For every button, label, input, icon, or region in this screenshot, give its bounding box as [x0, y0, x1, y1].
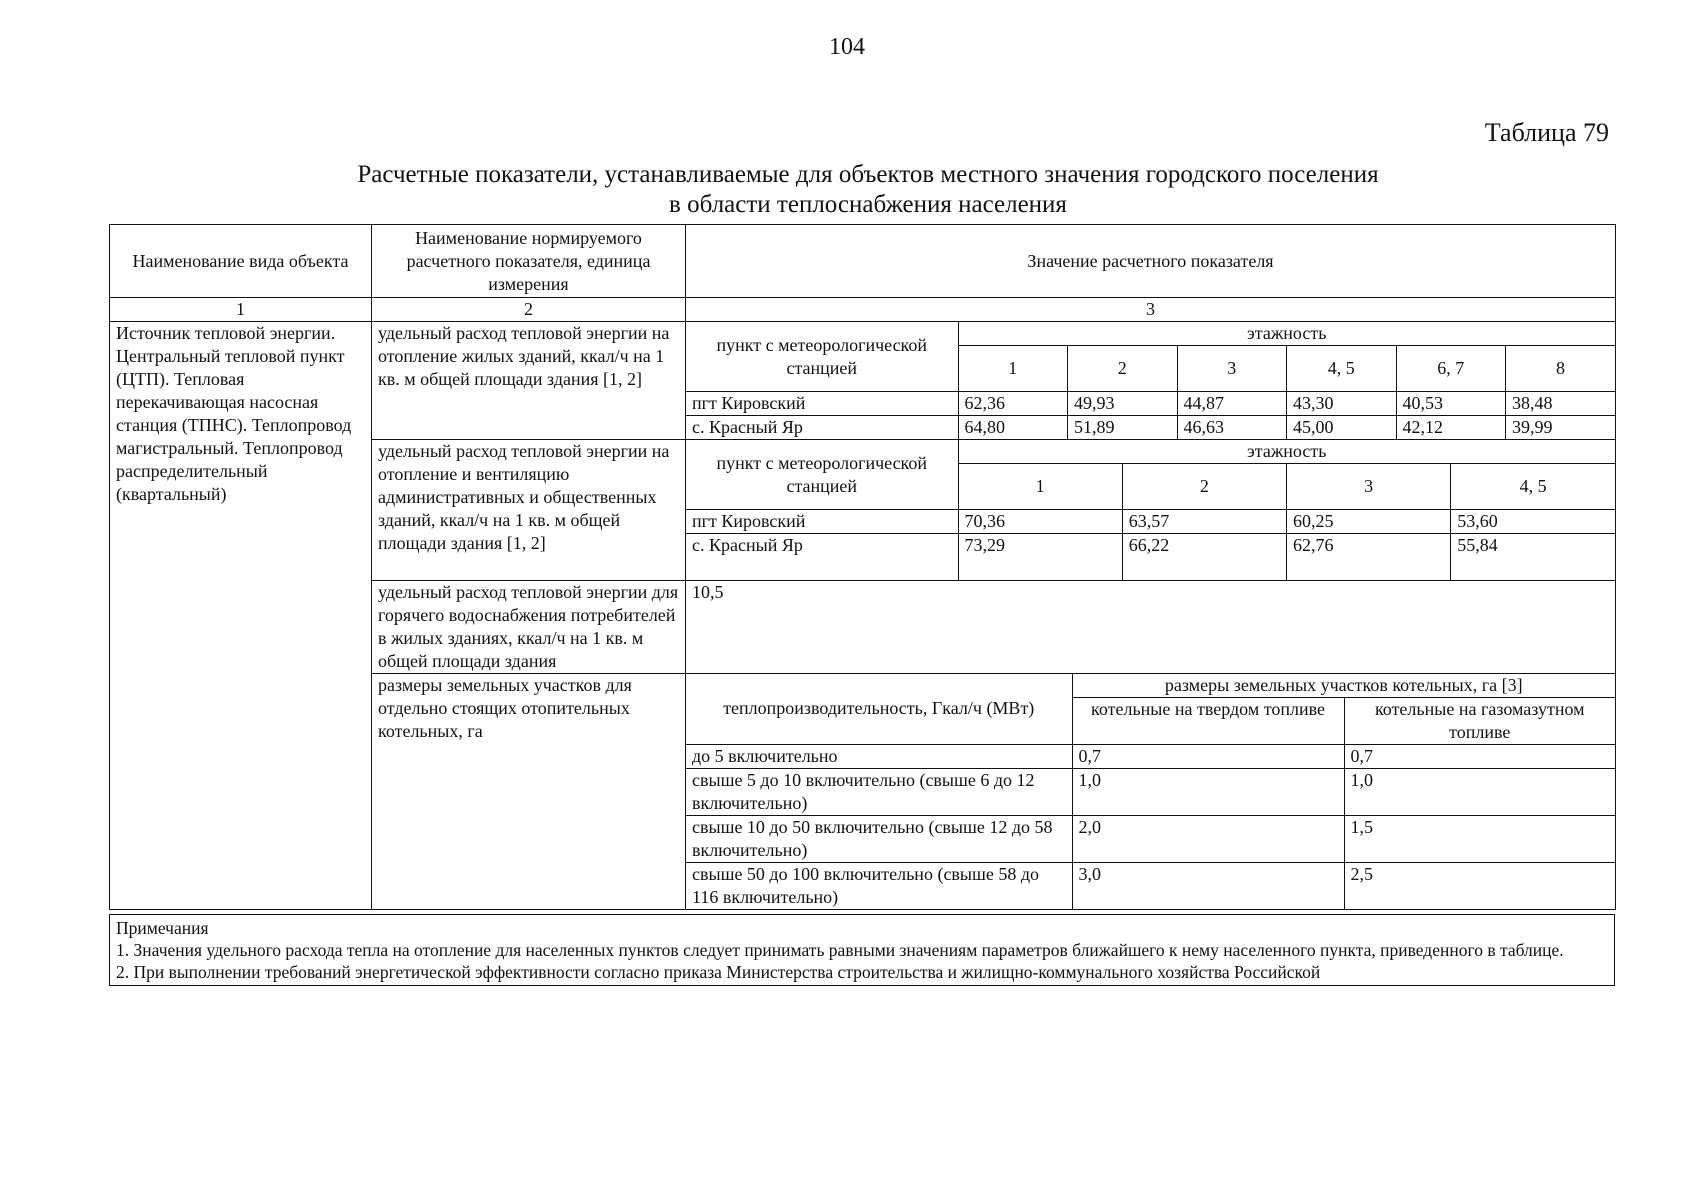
block2-floor-4-5: 4, 5: [1451, 464, 1615, 510]
block2-row1-v4: 53,60: [1451, 510, 1615, 534]
block2-values: [686, 440, 1616, 581]
block2-row1-v1: 70,36: [958, 510, 1122, 534]
block2-floor-2: 2: [1122, 464, 1286, 510]
block1-row2-v6: 39,99: [1506, 416, 1616, 440]
block3-value: 10,5: [686, 580, 1616, 673]
block1-row2-v4: 45,00: [1287, 416, 1397, 440]
block1-row1-v4: 43,30: [1287, 392, 1397, 416]
page-number: 104: [829, 34, 865, 60]
block4-row4-solid: 3,0: [1072, 862, 1344, 909]
block1-floor-6-7: 6, 7: [1396, 346, 1506, 392]
column-number-3: 3: [686, 298, 1616, 322]
block2-row2-v1: 73,29: [958, 534, 1122, 580]
block4-row3-gas: 1,5: [1344, 815, 1615, 862]
block1-row: [110, 322, 1616, 440]
block4-row2-capacity: свыше 5 до 10 включительно (свыше 6 до 12 включительно): [686, 768, 1072, 815]
block4-indicator: размеры земельных участков для отдельно стоящих отопительных котельных, га: [372, 673, 686, 909]
block2-floor-1: 1: [958, 464, 1122, 510]
block1-floor-8: 8: [1506, 346, 1616, 392]
table-row: [686, 815, 1615, 862]
block4-subtable: [686, 674, 1615, 909]
block4-row1-solid: 0,7: [1072, 744, 1344, 768]
table-row: [686, 768, 1615, 815]
block4-values: [686, 673, 1616, 909]
block1-row1-v1: 62,36: [958, 392, 1068, 416]
block4-row4-gas: 2,5: [1344, 862, 1615, 909]
block1-row2-v2: 51,89: [1068, 416, 1178, 440]
block1-indicator: удельный расход тепловой энергии на отопление жилых зданий, ккал/ч на 1 кв. м общей площади здания [1, 2]: [372, 322, 686, 440]
note-item-1: 1. Значения удельного расхода тепла на отопление для населенных пунктов следует принимать равными значениям параметров ближайшего к нему населенного пункта, приведенного в таблице.: [116, 939, 1564, 960]
block1-floor-3: 3: [1177, 346, 1287, 392]
column-number-row: [110, 298, 1616, 322]
block2-row2-name: с. Красный Яр: [686, 534, 958, 580]
block3-indicator: удельный расход тепловой энергии для горячего водоснабжения потребителей в жилых зданиях, ккал/ч на 1 кв. м общей площади здания: [372, 580, 686, 673]
block2-row1-v3: 60,25: [1287, 510, 1451, 534]
block1-row1-name: пгт Кировский: [686, 392, 958, 416]
table-row: [686, 392, 1615, 416]
note-item-2: 2. При выполнении требований энергетической эффективности согласно приказа Министерства строительства и жилищно-коммунального хозяйства Российской: [116, 961, 1321, 982]
block2-row2-v4: 55,84: [1451, 534, 1615, 580]
column-number-1: 1: [110, 298, 372, 322]
block2-row1-v2: 63,57: [1122, 510, 1286, 534]
block2-row1-name: пгт Кировский: [686, 510, 958, 534]
block4-row4-capacity: свыше 50 до 100 включительно (свыше 58 до 116 включительно): [686, 862, 1072, 909]
table-number: Таблица 79: [1484, 118, 1609, 147]
block1-floor-1: 1: [958, 346, 1068, 392]
block2-station-header: пункт с метеорологической станцией: [686, 440, 958, 510]
block4-row1-gas: 0,7: [1344, 744, 1615, 768]
block2-row2-v2: 66,22: [1122, 534, 1286, 580]
block1-values: [686, 322, 1616, 440]
table-row: [686, 534, 1615, 580]
block2-indicator: удельный расход тепловой энергии на отопление и вентиляцию административных и общественных зданий, ккал/ч на 1 кв. м общей площади здания [1, 2]: [372, 440, 686, 581]
block2-floor-3: 3: [1287, 464, 1451, 510]
notes-box: [109, 914, 1615, 986]
block4-row3-capacity: свыше 10 до 50 включительно (свыше 12 до 58 включительно): [686, 815, 1072, 862]
block4-row2-gas: 1,0: [1344, 768, 1615, 815]
block1-row1-v3: 44,87: [1177, 392, 1287, 416]
block2-subtable: [686, 440, 1615, 580]
title-line-2: в области теплоснабжения населения: [669, 191, 1067, 218]
header-value: Значение расчетного показателя: [686, 225, 1616, 298]
block4-row1-capacity: до 5 включительно: [686, 744, 1072, 768]
block4-sizes-header: размеры земельных участков котельных, га [3]: [1072, 674, 1615, 698]
indicators-table: [109, 224, 1616, 910]
block1-row2-v5: 42,12: [1396, 416, 1506, 440]
block1-floor-4-5: 4, 5: [1287, 346, 1397, 392]
column-number-2: 2: [372, 298, 686, 322]
block2-row2-v3: 62,76: [1287, 534, 1451, 580]
block4-solid-header: котельные на твердом топливе: [1072, 697, 1344, 744]
header-row: [110, 225, 1616, 298]
notes-heading: Примечания: [116, 917, 209, 938]
table-row: [686, 416, 1615, 440]
block4-row3-solid: 2,0: [1072, 815, 1344, 862]
header-object-type: Наименование вида объекта: [110, 225, 372, 298]
block1-floor-2: 2: [1068, 346, 1178, 392]
table-row: [686, 510, 1615, 534]
table-title: [110, 160, 1626, 220]
table-row: [686, 744, 1615, 768]
block4-gas-header: котельные на газомазутном топливе: [1344, 697, 1615, 744]
title-line-1: Расчетные показатели, устанавливаемые для объектов местного значения городского поселения: [357, 161, 1379, 188]
block1-row1-v2: 49,93: [1068, 392, 1178, 416]
block4-capacity-header: теплопроизводительность, Гкал/ч (МВт): [686, 674, 1072, 745]
block1-row2-v1: 64,80: [958, 416, 1068, 440]
block1-row1-v6: 38,48: [1506, 392, 1616, 416]
block4-row2-solid: 1,0: [1072, 768, 1344, 815]
table-frame: [109, 224, 1615, 986]
block1-row2-v3: 46,63: [1177, 416, 1287, 440]
block1-station-header: пункт с метеорологической станцией: [686, 322, 958, 392]
object-types-cell: Источник тепловой энергии. Центральный тепловой пункт (ЦТП). Тепловая перекачивающая насосная станция (ТПНС). Теплопровод магистральный. Теплопровод распределительный (квартальный): [110, 322, 372, 910]
block2-floors-header: этажность: [958, 440, 1615, 464]
header-indicator: Наименование нормируемого расчетного показателя, единица измерения: [372, 225, 686, 298]
block1-row2-name: с. Красный Яр: [686, 416, 958, 440]
table-row: [686, 862, 1615, 909]
block1-floors-header: этажность: [958, 322, 1615, 346]
block1-subtable: [686, 322, 1615, 439]
block1-row1-v5: 40,53: [1396, 392, 1506, 416]
